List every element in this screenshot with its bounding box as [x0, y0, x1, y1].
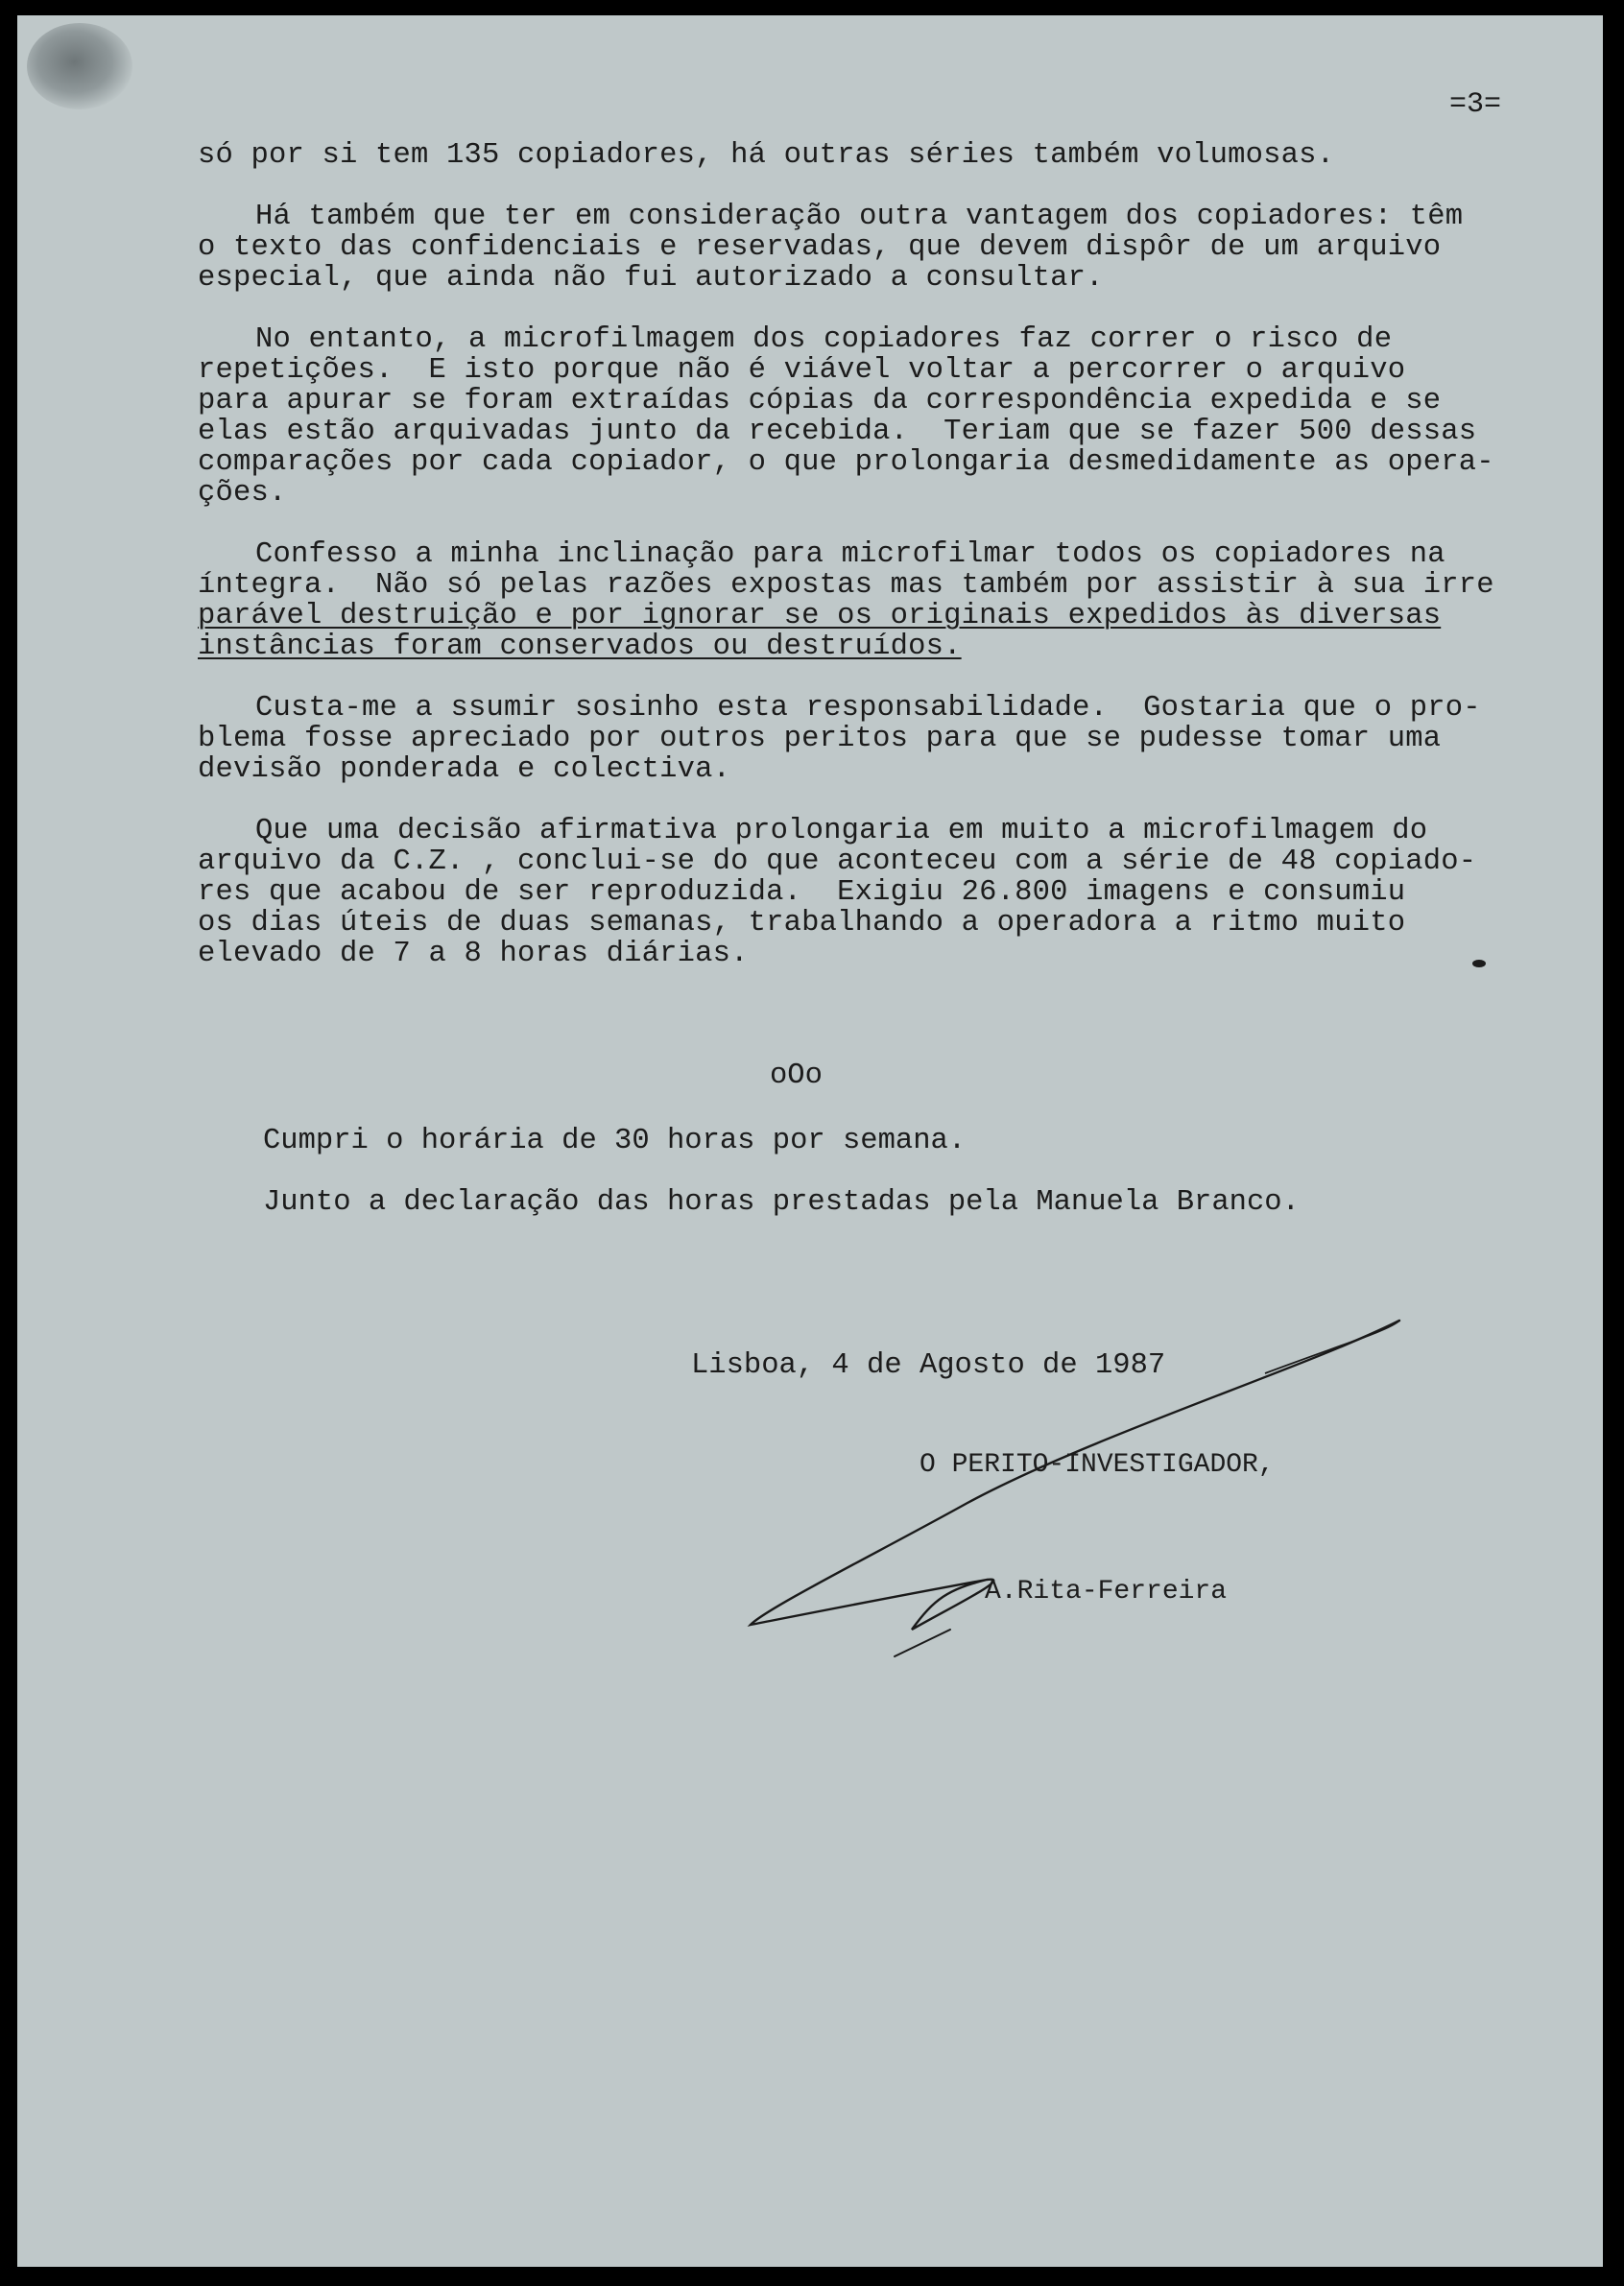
text-line: Há também que ter em consideração outra vantagem dos copiadores: têm	[255, 201, 1464, 233]
handwritten-signature	[728, 1292, 1419, 1695]
text-line: o texto das confidenciais e reservadas, que devem dispôr de um arquivo	[198, 231, 1442, 264]
text-line: Confesso a minha inclinação para microfilmar todos os copiadores na	[255, 538, 1445, 571]
text-line: No entanto, a microfilmagem dos copiadores faz correr o risco de	[255, 323, 1393, 356]
paragraph-5	[198, 693, 1603, 785]
text-line: especial, que ainda não fui autorizado a consultar.	[198, 262, 1104, 295]
text-line: Que uma decisão afirmativa prolongaria em muito a microfilmagem do	[255, 815, 1428, 847]
text-line: blema fosse apreciado por outros peritos para que se pudesse tomar uma	[198, 723, 1442, 755]
paragraph-1	[198, 140, 1603, 171]
text-line: os dias úteis de duas semanas, trabalhando a operadora a ritmo muito	[198, 907, 1406, 940]
text-line-underlined: parável destruição e por ignorar se os originais expedidos às diversas	[198, 600, 1442, 632]
ink-smudge	[1472, 960, 1486, 967]
text-line: elas estão arquivadas junto da recebida. Teriam que se fazer 500 dessas	[198, 416, 1477, 448]
paragraph-2	[198, 202, 1603, 294]
paragraph-4	[198, 539, 1603, 662]
signatory-name: A.Rita-Ferreira	[985, 1577, 1228, 1607]
text-line: comparações por cada copiador, o que prolongaria desmedidamente as opera-	[198, 446, 1494, 479]
paragraph-3	[198, 324, 1603, 509]
text-line: res que acabou de ser reproduzida. Exigiu 26.800 imagens e consumiu	[198, 876, 1406, 909]
section-separator: oOo	[770, 1060, 823, 1092]
signatory-title: O PERITO-INVESTIGADOR,	[919, 1450, 1275, 1480]
document-body	[198, 140, 1603, 1000]
note-declaration: Junto a declaração das horas prestadas pela Manuela Branco.	[263, 1186, 1300, 1219]
text-line: arquivo da C.Z. , conclui-se do que aconteceu com a série de 48 copiado-	[198, 845, 1477, 878]
text-line: íntegra. Não só pelas razões expostas mas também por assistir à sua irre	[198, 569, 1494, 602]
text-line: só por si tem 135 copiadores, há outras séries também volumosas.	[198, 139, 1335, 172]
text-line: para apurar se foram extraídas cópias da correspondência expedida e se	[198, 385, 1442, 417]
corner-stain	[27, 23, 132, 109]
page-number: =3=	[1449, 88, 1502, 121]
place-and-date: Lisboa, 4 de Agosto de 1987	[691, 1349, 1166, 1382]
text-line-underlined: instâncias foram conservados ou destruídos.	[198, 631, 962, 663]
text-line: devisão ponderada e colectiva.	[198, 753, 731, 786]
text-line: repetições. E isto porque não é viável voltar a percorrer o arquivo	[198, 354, 1406, 387]
text-line: elevado de 7 a 8 horas diárias.	[198, 938, 749, 970]
paragraph-6	[198, 816, 1603, 969]
text-line: ções.	[198, 477, 287, 510]
text-line: Custa-me a ssumir sosinho esta responsabilidade. Gostaria que o pro-	[255, 692, 1481, 725]
document-page	[17, 15, 1603, 2267]
note-hours: Cumpri o horária de 30 horas por semana.	[263, 1125, 967, 1157]
